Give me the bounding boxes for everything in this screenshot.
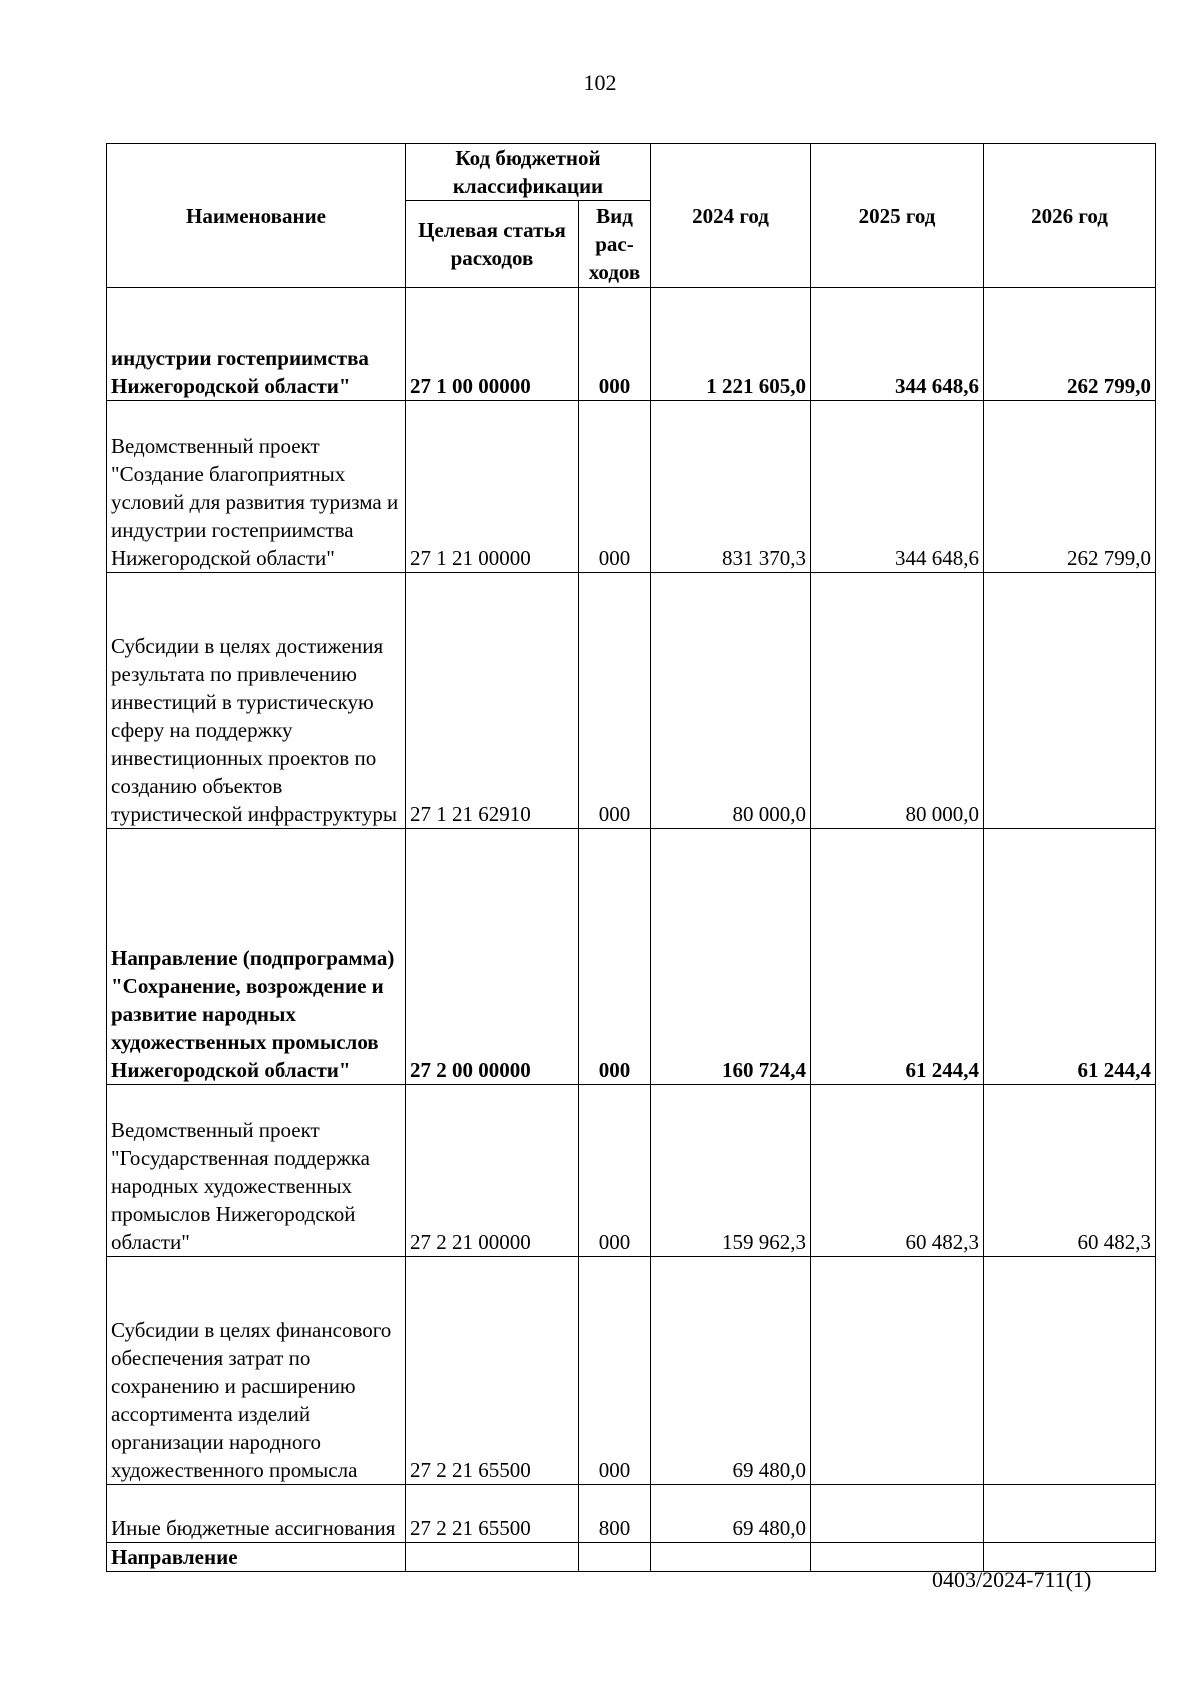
row-kind: 000 [579, 1085, 651, 1257]
row-code: 27 2 21 65500 [406, 1485, 579, 1543]
header-target-article: Целевая статья расходов [406, 201, 579, 288]
row-2026: 262 799,0 [984, 401, 1156, 573]
table-row [107, 401, 1156, 573]
header-year-2024: 2024 год [651, 144, 811, 288]
row-2025 [811, 1257, 984, 1485]
header-expense-kind: Вид рас-ходов [579, 201, 651, 288]
row-2024: 160 724,4 [651, 829, 811, 1085]
row-name: Направление [107, 1543, 406, 1572]
row-kind [579, 1543, 651, 1572]
table-row [107, 288, 1156, 401]
header-year-2026: 2026 год [984, 144, 1156, 288]
row-2024 [651, 1543, 811, 1572]
row-kind: 000 [579, 401, 651, 573]
row-2024: 831 370,3 [651, 401, 811, 573]
row-2026 [984, 1257, 1156, 1485]
row-code: 27 2 21 65500 [406, 1257, 579, 1485]
row-2025: 61 244,4 [811, 829, 984, 1085]
row-kind: 000 [579, 288, 651, 401]
document-code: 0403/2024-711(1) [932, 1567, 1092, 1592]
row-kind: 800 [579, 1485, 651, 1543]
row-2025 [811, 1485, 984, 1543]
header-budget-code: Код бюджетной классификации [406, 144, 651, 201]
row-name: индустрии гостеприимства Нижегородской области" [107, 288, 406, 401]
row-kind: 000 [579, 829, 651, 1085]
table-row [107, 573, 1156, 829]
row-2024: 159 962,3 [651, 1085, 811, 1257]
row-2025: 60 482,3 [811, 1085, 984, 1257]
row-code: 27 1 21 62910 [406, 573, 579, 829]
row-name: Ведомственный проект "Создание благоприятных условий для развития туризма и индустрии гостеприимства Нижегородской области" [107, 401, 406, 573]
page-number: 102 [583, 70, 617, 95]
table-row [107, 829, 1156, 1085]
row-2026 [984, 1485, 1156, 1543]
row-code: 27 1 21 00000 [406, 401, 579, 573]
row-2025: 80 000,0 [811, 573, 984, 829]
table-row [107, 1257, 1156, 1485]
row-code: 27 2 21 00000 [406, 1085, 579, 1257]
row-name: Направление (подпрограмма) "Сохранение, возрождение и развитие народных художественных промыслов Нижегородской области" [107, 829, 406, 1085]
row-code: 27 2 00 00000 [406, 829, 579, 1085]
table-row [107, 1085, 1156, 1257]
table-row [107, 1485, 1156, 1543]
row-name: Субсидии в целях финансового обеспечения затрат по сохранению и расширению ассортимента изделий организации народного художественного промысла [107, 1257, 406, 1485]
row-2024: 1 221 605,0 [651, 288, 811, 401]
row-2026: 61 244,4 [984, 829, 1156, 1085]
row-2025: 344 648,6 [811, 288, 984, 401]
row-2026 [984, 573, 1156, 829]
row-2026: 60 482,3 [984, 1085, 1156, 1257]
row-2025: 344 648,6 [811, 401, 984, 573]
row-code [406, 1543, 579, 1572]
row-name: Ведомственный проект "Государственная поддержка народных художественных промыслов Нижегородской области" [107, 1085, 406, 1257]
row-name: Субсидии в целях достижения результата по привлечению инвестиций в туристическую сферу на поддержку инвестиционных проектов по созданию объектов туристической инфраструктуры [107, 573, 406, 829]
row-code: 27 1 00 00000 [406, 288, 579, 401]
header-year-2025: 2025 год [811, 144, 984, 288]
header-name: Наименование [107, 144, 406, 288]
row-2024: 69 480,0 [651, 1485, 811, 1543]
row-kind: 000 [579, 573, 651, 829]
row-name: Иные бюджетные ассигнования [107, 1485, 406, 1543]
row-2026: 262 799,0 [984, 288, 1156, 401]
row-kind: 000 [579, 1257, 651, 1485]
row-2024: 69 480,0 [651, 1257, 811, 1485]
budget-table [106, 143, 1156, 1572]
row-2024: 80 000,0 [651, 573, 811, 829]
